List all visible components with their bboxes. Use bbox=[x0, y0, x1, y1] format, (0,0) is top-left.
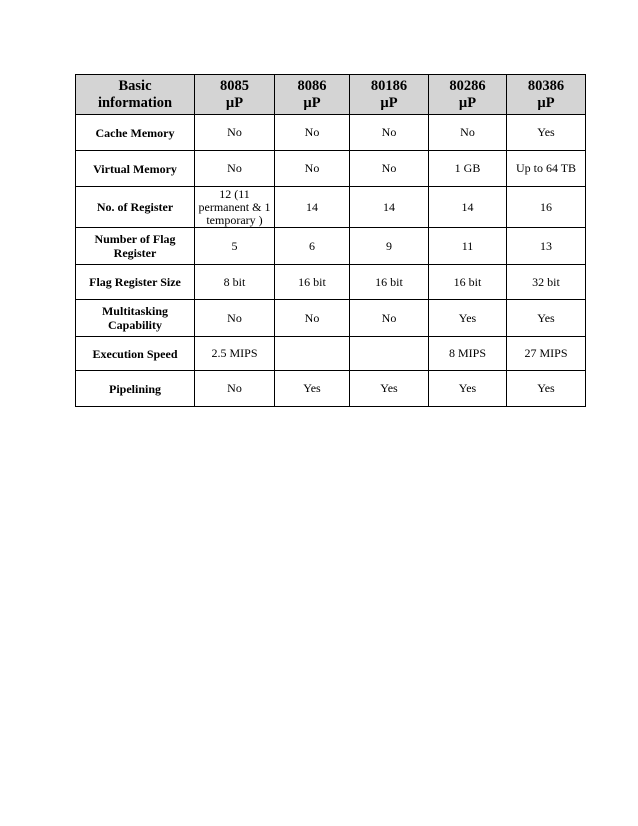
cell-80386: Yes bbox=[507, 371, 586, 407]
row-label: Multitasking Capability bbox=[76, 300, 195, 337]
cell-80386: Yes bbox=[507, 300, 586, 337]
cell-80286: No bbox=[429, 115, 507, 151]
cell-80286: 14 bbox=[429, 187, 507, 228]
cell-80286: Yes bbox=[429, 300, 507, 337]
cell-80186: No bbox=[350, 115, 429, 151]
cell-8086 bbox=[275, 337, 350, 371]
row-label: Number of Flag Register bbox=[76, 228, 195, 265]
row-label: Pipelining bbox=[76, 371, 195, 407]
cell-8085: No bbox=[195, 371, 275, 407]
table-row-multitasking-capability bbox=[76, 300, 586, 337]
cell-80386: Yes bbox=[507, 115, 586, 151]
cell-8086: No bbox=[275, 151, 350, 187]
cell-80386: Up to 64 TB bbox=[507, 151, 586, 187]
cell-8085: 2.5 MIPS bbox=[195, 337, 275, 371]
table-header-row bbox=[76, 75, 586, 115]
table-row-flag-register-size bbox=[76, 265, 586, 300]
cell-80186: 9 bbox=[350, 228, 429, 265]
table-row-cache-memory bbox=[76, 115, 586, 151]
cell-80186: No bbox=[350, 300, 429, 337]
row-label: Execution Speed bbox=[76, 337, 195, 371]
cell-80386: 32 bit bbox=[507, 265, 586, 300]
microprocessor-comparison-table bbox=[75, 74, 586, 407]
cell-80286: Yes bbox=[429, 371, 507, 407]
cell-80386: 16 bbox=[507, 187, 586, 228]
table-row-no-of-register bbox=[76, 187, 586, 228]
cell-80186: 14 bbox=[350, 187, 429, 228]
cell-80286: 1 GB bbox=[429, 151, 507, 187]
row-label: No. of Register bbox=[76, 187, 195, 228]
table-row-pipelining bbox=[76, 371, 586, 407]
cell-80186 bbox=[350, 337, 429, 371]
cell-8085: No bbox=[195, 115, 275, 151]
cell-8086: Yes bbox=[275, 371, 350, 407]
header-80386: 80386 µP bbox=[507, 75, 586, 115]
header-8086: 8086 µP bbox=[275, 75, 350, 115]
cell-80386: 27 MIPS bbox=[507, 337, 586, 371]
cell-80286: 11 bbox=[429, 228, 507, 265]
cell-8086: No bbox=[275, 300, 350, 337]
row-label: Flag Register Size bbox=[76, 265, 195, 300]
cell-8085: 12 (11 permanent & 1 temporary ) bbox=[195, 187, 275, 228]
cell-8086: 14 bbox=[275, 187, 350, 228]
cell-80386: 13 bbox=[507, 228, 586, 265]
cell-8085: No bbox=[195, 300, 275, 337]
header-8085: 8085 µP bbox=[195, 75, 275, 115]
header-80286: 80286 µP bbox=[429, 75, 507, 115]
cell-80186: 16 bit bbox=[350, 265, 429, 300]
cell-8085: No bbox=[195, 151, 275, 187]
table-row-execution-speed bbox=[76, 337, 586, 371]
table-row-virtual-memory bbox=[76, 151, 586, 187]
cell-8086: 16 bit bbox=[275, 265, 350, 300]
cell-8085: 8 bit bbox=[195, 265, 275, 300]
row-label: Cache Memory bbox=[76, 115, 195, 151]
header-80186: 80186 µP bbox=[350, 75, 429, 115]
header-basic-information: Basic information bbox=[76, 75, 195, 115]
row-label: Virtual Memory bbox=[76, 151, 195, 187]
cell-80186: No bbox=[350, 151, 429, 187]
cell-80286: 8 MIPS bbox=[429, 337, 507, 371]
cell-8086: No bbox=[275, 115, 350, 151]
cell-8085: 5 bbox=[195, 228, 275, 265]
cell-80286: 16 bit bbox=[429, 265, 507, 300]
table-row-number-of-flag-register bbox=[76, 228, 586, 265]
cell-80186: Yes bbox=[350, 371, 429, 407]
cell-8086: 6 bbox=[275, 228, 350, 265]
